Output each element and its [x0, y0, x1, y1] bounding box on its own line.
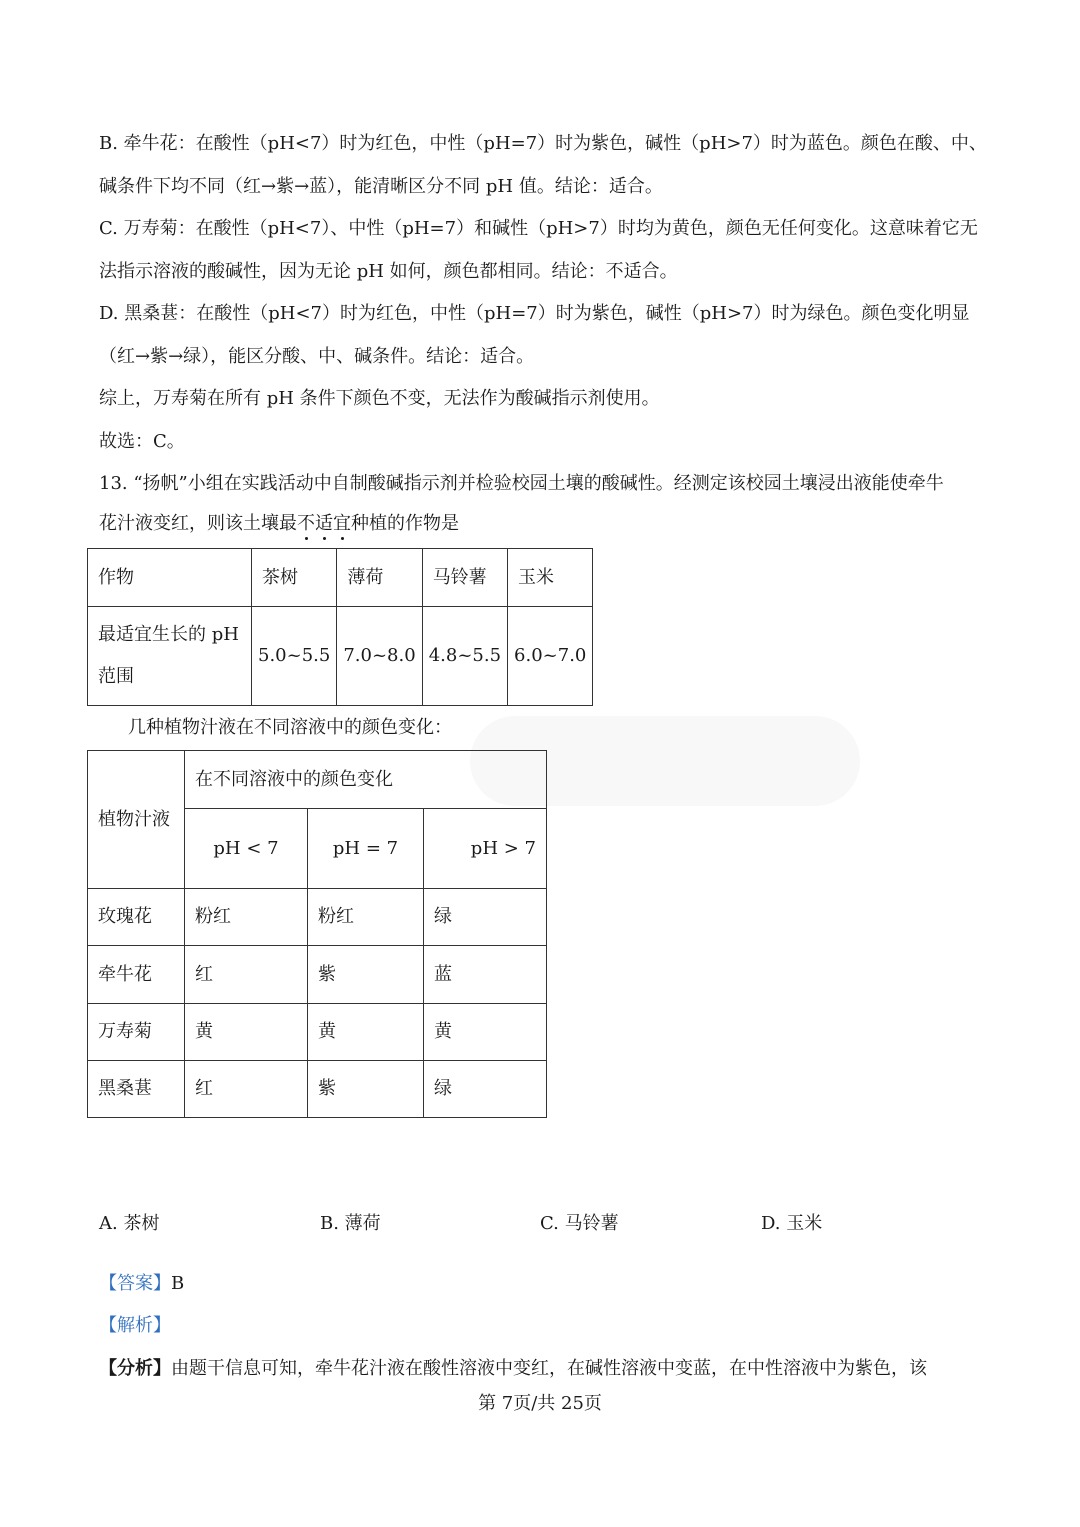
emphasized-text [297, 513, 351, 534]
ph-range-label-line-2: 范围 [98, 666, 134, 687]
option-b-line-1: B. 牵牛花：在酸性（pH<7）时为红色，中性（pH=7）时为紫色，碱性（pH>7）时为蓝色。颜色在酸、中、 [99, 133, 987, 154]
color-change-header: 在不同溶液中的颜色变化 [185, 751, 547, 809]
emphasis-char-1: 不 [297, 513, 315, 534]
crop-ph-table [87, 548, 593, 706]
crop-name-3: 玉米 [508, 549, 593, 607]
color-neutral: 紫 [308, 946, 424, 1004]
option-a[interactable]: A. 茶树 [99, 1213, 160, 1234]
emphasis-char-3: 宜 [333, 513, 351, 534]
color-acid: 红 [185, 946, 308, 1004]
emphasis-char-2: 适 [315, 513, 333, 534]
option-b[interactable]: B. 薄荷 [320, 1213, 381, 1234]
plant-juice-color-table [87, 750, 547, 1118]
ph-range-2: 4.8~5.5 [422, 607, 507, 706]
crop-header-label: 作物 [88, 549, 252, 607]
color-acid: 粉红 [185, 889, 308, 946]
answer-label: 【答案】 [99, 1273, 171, 1294]
option-d-line-1: D. 黑桑葚：在酸性（pH<7）时为红色，中性（pH=7）时为紫色，碱性（pH>7）时为绿色。颜色变化明显 [99, 303, 970, 324]
question-line-2-post: 种植的作物是 [351, 513, 459, 534]
plant-name: 万寿菊 [88, 1004, 185, 1061]
ph-range-3: 6.0~7.0 [508, 607, 593, 706]
table-row [88, 946, 547, 1004]
color-acid: 红 [185, 1061, 308, 1118]
color-base: 绿 [424, 889, 547, 946]
plant-name: 黑桑葚 [88, 1061, 185, 1118]
ph-header-acid: pH < 7 [185, 809, 308, 889]
ph-range-label [88, 607, 252, 706]
color-base: 蓝 [424, 946, 547, 1004]
option-d[interactable]: D. 玉米 [761, 1213, 823, 1234]
table-row [88, 1004, 547, 1061]
ph-header-base: pH > 7 [424, 809, 547, 889]
ph-range-label-line-1: 最适宜生长的 pH [98, 624, 239, 645]
summary-text: 综上，万寿菊在所有 pH 条件下颜色不变，无法作为酸碱指示剂使用。 [99, 388, 660, 409]
crop-name-2: 马铃薯 [422, 549, 507, 607]
table-row [88, 889, 547, 946]
choice-text: 故选：C。 [99, 431, 185, 452]
plant-name: 玫瑰花 [88, 889, 185, 946]
analysis-text: 由题干信息可知，牵牛花汁液在酸性溶液中变红，在碱性溶液中变蓝，在中性溶液中为紫色，该 [171, 1358, 927, 1379]
question-line-2-pre: 花汁液变红，则该土壤最 [99, 513, 297, 534]
analysis-sub-label: 【分析】 [99, 1358, 171, 1379]
option-d-line-2: （红→紫→绿），能区分酸、中、碱条件。结论：适合。 [99, 346, 535, 367]
juice-table-caption: 几种植物汁液在不同溶液中的颜色变化： [128, 717, 452, 738]
analysis-heading [99, 1314, 171, 1338]
color-base: 绿 [424, 1061, 547, 1118]
question-line-2 [99, 512, 459, 536]
question-line-1: 13. “扬帆”小组在实践活动中自制酸碱指示剂并检验校园土壤的酸碱性。经测定该校园土壤浸出液能使牵牛 [99, 473, 944, 494]
answer-value: B [171, 1273, 185, 1294]
answer-line [99, 1272, 184, 1296]
juice-col-label: 植物汁液 [88, 751, 185, 889]
option-b-line-2: 碱条件下均不同（红→紫→蓝），能清晰区分不同 pH 值。结论：适合。 [99, 176, 663, 197]
ph-range-0: 5.0~5.5 [252, 607, 337, 706]
option-c-line-2: 法指示溶液的酸碱性，因为无论 pH 如何，颜色都相同。结论：不适合。 [99, 261, 678, 282]
crop-name-0: 茶树 [252, 549, 337, 607]
ph-header-neutral: pH = 7 [308, 809, 424, 889]
crop-name-1: 薄荷 [337, 549, 422, 607]
page-footer: 第 7页/共 25页 [478, 1393, 602, 1414]
table-row [88, 1061, 547, 1118]
color-neutral: 紫 [308, 1061, 424, 1118]
analysis-label: 【解析】 [99, 1315, 171, 1336]
color-neutral: 黄 [308, 1004, 424, 1061]
option-c-line-1: C. 万寿菊：在酸性（pH<7）、中性（pH=7）和碱性（pH>7）时均为黄色，颜色无任何变化。这意味着它无 [99, 218, 978, 239]
color-acid: 黄 [185, 1004, 308, 1061]
color-base: 黄 [424, 1004, 547, 1061]
color-neutral: 粉红 [308, 889, 424, 946]
plant-name: 牵牛花 [88, 946, 185, 1004]
ph-range-1: 7.0~8.0 [337, 607, 422, 706]
analysis-line [99, 1357, 927, 1381]
option-c[interactable]: C. 马铃薯 [540, 1213, 619, 1234]
